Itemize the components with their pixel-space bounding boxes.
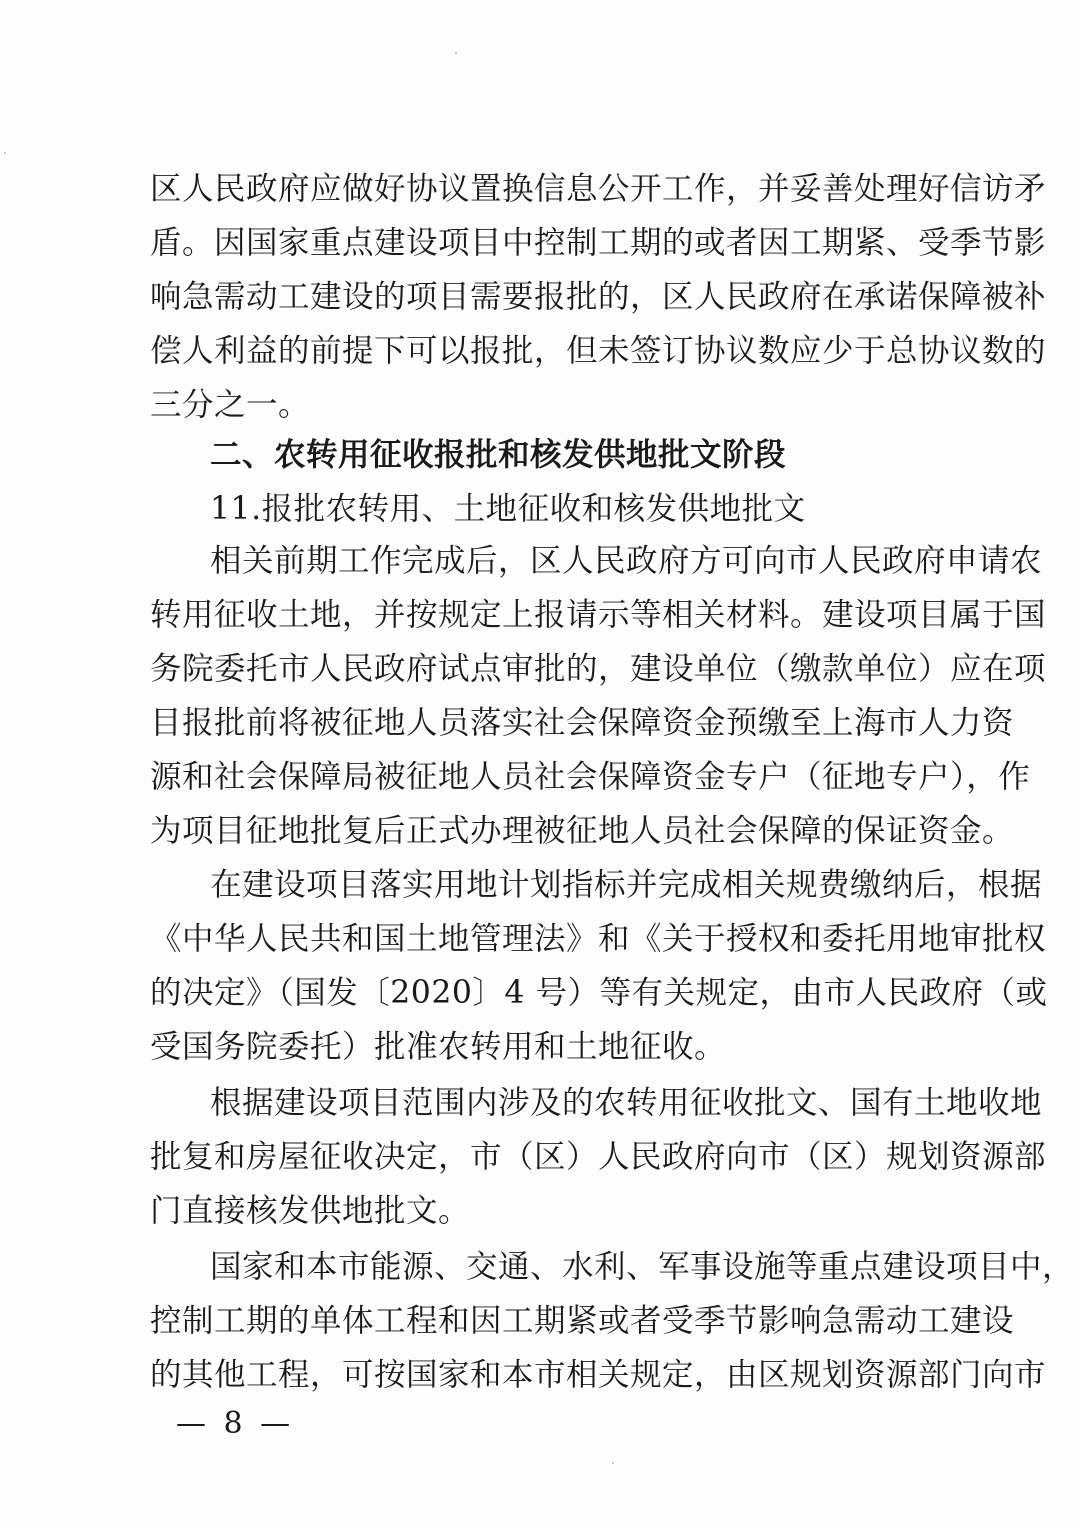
text-line: 根据建设项目范围内涉及的农转用征收批文、国有土地收地	[210, 1085, 1043, 1121]
text-line: 为项目征地批复后正式办理被征地人员社会保障的保证资金。	[150, 813, 1015, 849]
page-number: — 8 —	[176, 1406, 295, 1441]
text-line: 三分之一。	[150, 387, 311, 423]
text-line: 偿人利益的前提下可以报批，但未签订协议数应少于总协议数的	[150, 333, 1047, 369]
text-line: 批复和房屋征收决定，市（区）人民政府向市（区）规划资源部	[150, 1139, 1047, 1175]
text-line: 务院委托市人民政府试点审批的，建设单位（缴款单位）应在项	[150, 651, 1047, 687]
text-line: 国家和本市能源、交通、水利、军事设施等重点建设项目中，	[210, 1249, 1075, 1285]
text-line: 相关前期工作完成后，区人民政府方可向市人民政府申请农	[210, 543, 1043, 579]
text-line: 受国务院委托）批准农转用和土地征收。	[150, 1029, 727, 1065]
text-line: 转用征收土地，并按规定上报请示等相关材料。建设项目属于国	[150, 597, 1047, 633]
text-line: 响急需动工建设的项目需要报批的，区人民政府在承诺保障被补	[150, 279, 1047, 315]
text-line: 源和社会保障局被征地人员社会保障资金专户（征地专户），作	[150, 759, 1031, 795]
text-line: 区人民政府应做好协议置换信息公开工作，并妥善处理好信访矛	[150, 171, 1047, 207]
section-heading: 二、农转用征收报批和核发供地批文阶段	[210, 437, 787, 473]
text-line: 的决定》（国发〔2020〕4 号）等有关规定，由市人民政府（或	[150, 975, 1048, 1011]
text-line: 盾。因国家重点建设项目中控制工期的或者因工期紧、受季节影	[150, 225, 1047, 261]
text-line: 门直接核发供地批文。	[150, 1193, 471, 1229]
subsection-heading: 11.报批农转用、土地征收和核发供地批文	[210, 491, 806, 527]
scan-speck	[612, 1462, 614, 1464]
text-line: 的其他工程，可按国家和本市相关规定，由区规划资源部门向市	[150, 1357, 1047, 1393]
text-line: 控制工期的单体工程和因工期紧或者受季节影响急需动工建设	[150, 1303, 1015, 1339]
text-line: 在建设项目落实用地计划指标并完成相关规费缴纳后，根据	[210, 867, 1043, 903]
text-line: 《中华人民共和国土地管理法》和《关于授权和委托用地审批权	[150, 921, 1047, 957]
text-line: 目报批前将被征地人员落实社会保障资金预缴至上海市人力资	[150, 705, 1015, 741]
scan-speck	[455, 52, 457, 54]
scan-speck	[4, 152, 6, 154]
